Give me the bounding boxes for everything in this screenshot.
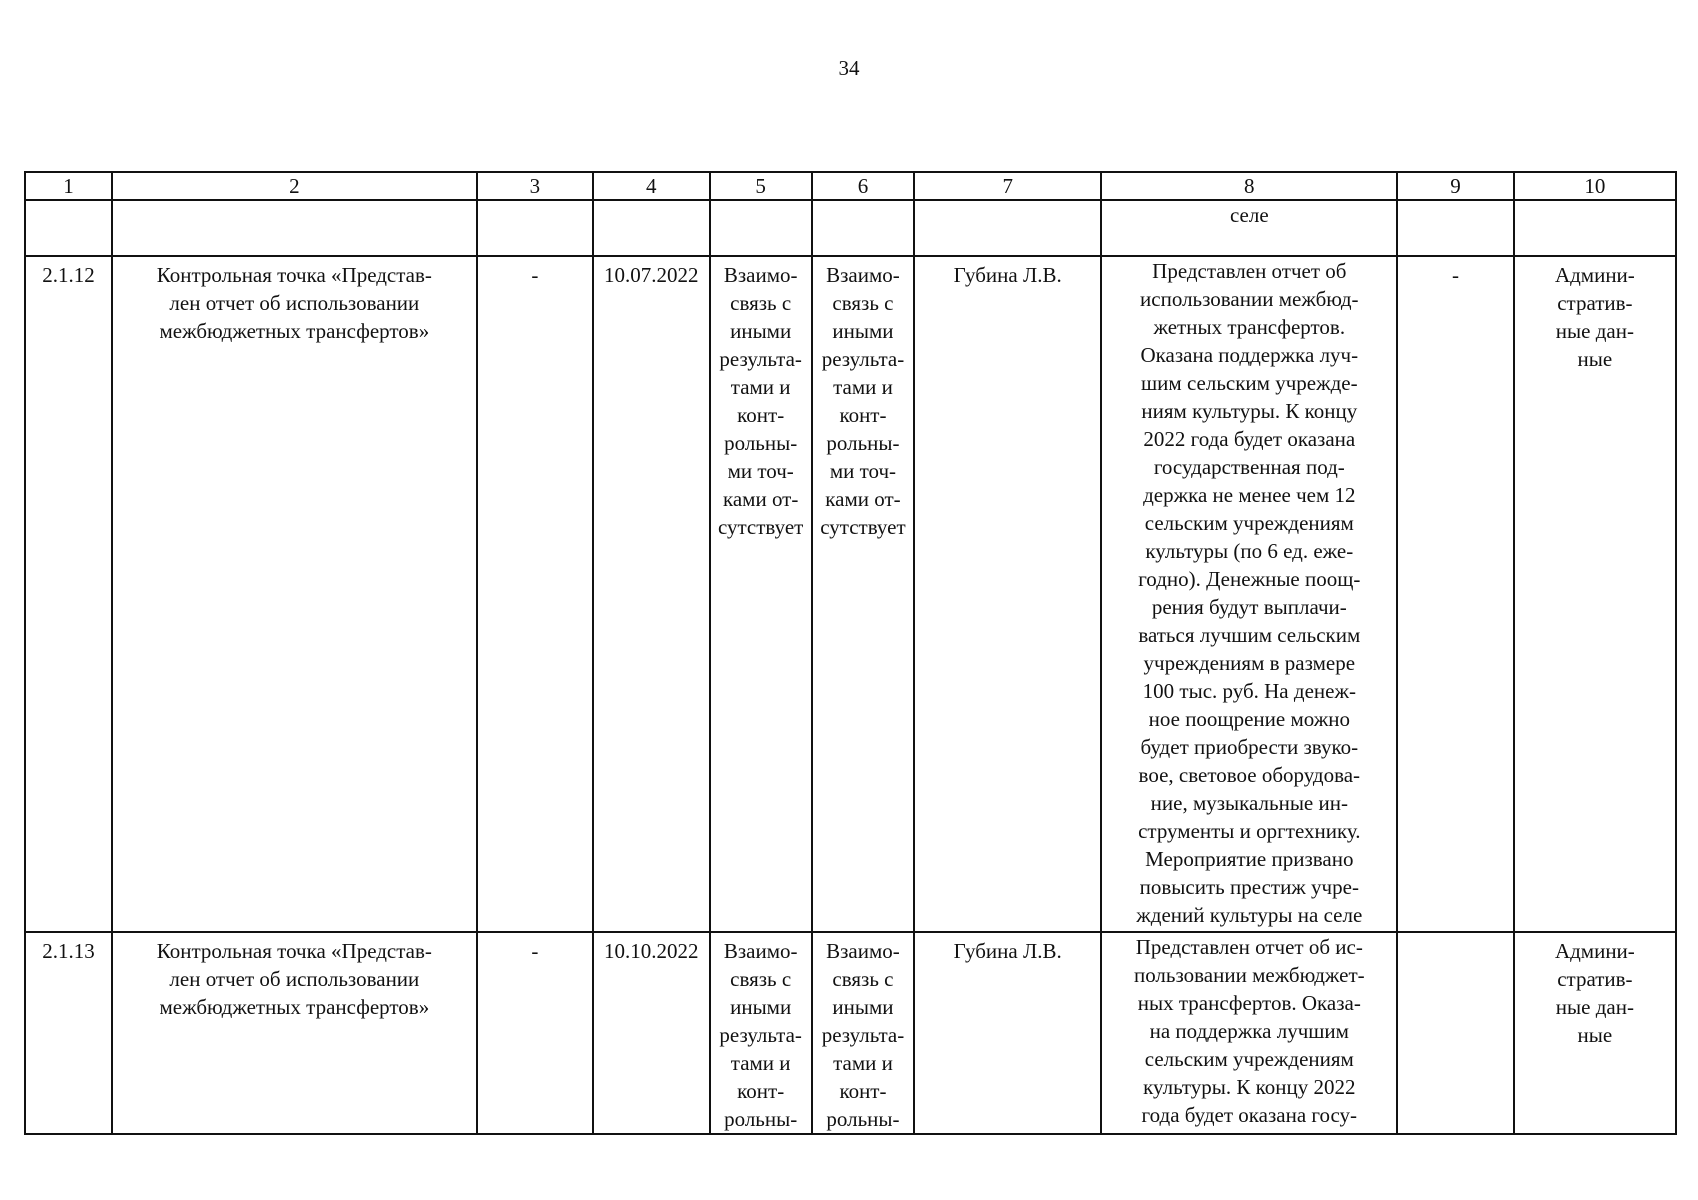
text-line: года будет оказана госу-: [1141, 1103, 1358, 1127]
text-line: Взаимо-: [723, 263, 798, 287]
text-line: Мероприятие призвано: [1145, 847, 1354, 871]
header-row: [25, 172, 1676, 200]
text-line: 100 тыс. руб. На денеж-: [1142, 679, 1356, 703]
text-line: лен отчет об использовании: [169, 291, 420, 315]
text-line: результа-: [719, 1023, 802, 1047]
text-line: результа-: [821, 1023, 905, 1047]
text-line: держка не менее чем 12: [1143, 483, 1356, 507]
text-line: связь с: [832, 291, 894, 315]
deadline-date: 10.07.2022: [593, 256, 709, 932]
text-line: связь с: [832, 967, 894, 991]
text-line: учреждениям в размере: [1143, 651, 1356, 675]
text-line: годно). Денежные поощ-: [1138, 567, 1361, 591]
responsible-person: Губина Л.В.: [914, 932, 1101, 1134]
text-line: повысить престиж учре-: [1139, 875, 1359, 899]
text-line: сельским учреждениям: [1144, 1047, 1354, 1071]
row-number: 2.1.13: [25, 932, 112, 1134]
text-line: рольны-: [826, 1107, 900, 1131]
header-cell: 6: [812, 172, 914, 200]
col9-value: -: [1397, 256, 1513, 932]
col3-value: -: [477, 932, 593, 1134]
text-line: ные дан-: [1555, 995, 1634, 1019]
text-line: ми точ-: [829, 459, 897, 483]
text-line: иными: [730, 995, 792, 1019]
header-cell: 8: [1101, 172, 1397, 200]
document-table: [24, 171, 1677, 1135]
col5-relation: [710, 932, 812, 1134]
header-cell: 7: [914, 172, 1101, 200]
text-line: иными: [832, 319, 894, 343]
text-line: результа-: [719, 347, 802, 371]
col9-value: [1397, 932, 1513, 1134]
text-line: тами и: [833, 375, 893, 399]
text-line: Представлен отчет об ис-: [1135, 935, 1363, 959]
text-line: ные: [1577, 1023, 1613, 1047]
text-line: ми точ-: [727, 459, 794, 483]
result-description: [1101, 932, 1397, 1134]
col3-value: -: [477, 256, 593, 932]
text-line: связь с: [730, 967, 792, 991]
header-cell: 2: [112, 172, 477, 200]
text-line: конт-: [737, 1079, 785, 1103]
text-line: ные: [1577, 347, 1613, 371]
text-line: рольны-: [724, 431, 798, 455]
text-line: конт-: [839, 403, 887, 427]
text-line: ваться лучшим сельским: [1138, 623, 1361, 647]
data-source: [1514, 256, 1676, 932]
header-cell: 1: [25, 172, 112, 200]
header-cell: 5: [710, 172, 812, 200]
text-line: пользовании межбюджет-: [1133, 963, 1365, 987]
text-line: тами и: [730, 1051, 791, 1075]
text-line: ками от-: [825, 487, 901, 511]
text-line: иными: [730, 319, 792, 343]
text-line: рольны-: [724, 1107, 798, 1131]
text-line: сутствует: [717, 515, 804, 539]
text-line: ниям культуры. К концу: [1141, 399, 1358, 423]
col5-relation: [710, 256, 812, 932]
text-line: ждений культуры на селе: [1136, 903, 1363, 927]
text-line: межбюджетных трансфертов»: [159, 995, 430, 1019]
text-line: на поддержка лучшим: [1149, 1019, 1349, 1043]
col6-relation: [812, 932, 914, 1134]
page-number: 34: [838, 56, 860, 80]
data-source: [1514, 932, 1676, 1134]
text-line: связь с: [730, 291, 792, 315]
text-line: струменты и оргтехнику.: [1138, 819, 1361, 843]
header-cell: 3: [477, 172, 593, 200]
text-line: Контрольная точка «Представ-: [156, 263, 432, 287]
header-cell: 9: [1397, 172, 1513, 200]
text-line: иными: [832, 995, 894, 1019]
header-cell: 10: [1514, 172, 1676, 200]
text-line: ных трансфертов. Оказа-: [1137, 991, 1361, 1015]
text-line: будет приобрести звуко-: [1140, 735, 1359, 759]
text-line: Оказана поддержка луч-: [1140, 343, 1359, 367]
text-line: ное поощрение можно: [1148, 707, 1350, 731]
continuation-text: селе: [1101, 200, 1397, 256]
text-line: использовании межбюд-: [1140, 287, 1359, 311]
text-line: стратив-: [1557, 291, 1633, 315]
text-line: тами и: [730, 375, 791, 399]
text-line: сутствует: [820, 515, 906, 539]
text-line: конт-: [839, 1079, 887, 1103]
text-line: Контрольная точка «Представ-: [156, 939, 432, 963]
header-cell: 4: [593, 172, 709, 200]
control-point-name: [112, 932, 477, 1134]
text-line: вое, световое оборудова-: [1138, 763, 1361, 787]
text-line: Взаимо-: [723, 939, 798, 963]
row-number: 2.1.12: [25, 256, 112, 932]
table-row: [25, 932, 1676, 1134]
text-line: государственная под-: [1153, 455, 1345, 479]
responsible-person: Губина Л.В.: [914, 256, 1101, 932]
text-line: межбюджетных трансфертов»: [159, 319, 430, 343]
text-line: Взаимо-: [826, 939, 900, 963]
text-line: тами и: [833, 1051, 893, 1075]
text-line: ные дан-: [1555, 319, 1634, 343]
text-line: Админи-: [1554, 939, 1635, 963]
control-point-name: [112, 256, 477, 932]
text-line: ние, музыкальные ин-: [1150, 791, 1348, 815]
text-line: Админи-: [1554, 263, 1635, 287]
text-line: сельским учреждениям: [1144, 511, 1354, 535]
text-line: конт-: [737, 403, 785, 427]
text-line: лен отчет об использовании: [169, 967, 420, 991]
text-line: Представлен отчет об: [1152, 259, 1347, 283]
text-line: рения будут выплачи-: [1151, 595, 1347, 619]
text-line: рольны-: [826, 431, 900, 455]
table-row: [25, 256, 1676, 932]
text-line: результа-: [821, 347, 905, 371]
text-line: шим сельским учрежде-: [1141, 371, 1358, 395]
result-description: [1101, 256, 1397, 932]
deadline-date: 10.10.2022: [593, 932, 709, 1134]
text-line: стратив-: [1557, 967, 1633, 991]
text-line: 2022 года будет оказана: [1143, 427, 1356, 451]
text-line: Взаимо-: [826, 263, 900, 287]
text-line: ками от-: [722, 487, 799, 511]
continuation-row: [25, 200, 1676, 256]
text-line: жетных трансфертов.: [1153, 315, 1346, 339]
col6-relation: [812, 256, 914, 932]
text-line: культуры (по 6 ед. еже-: [1145, 539, 1354, 563]
text-line: культуры. К концу 2022: [1143, 1075, 1356, 1099]
